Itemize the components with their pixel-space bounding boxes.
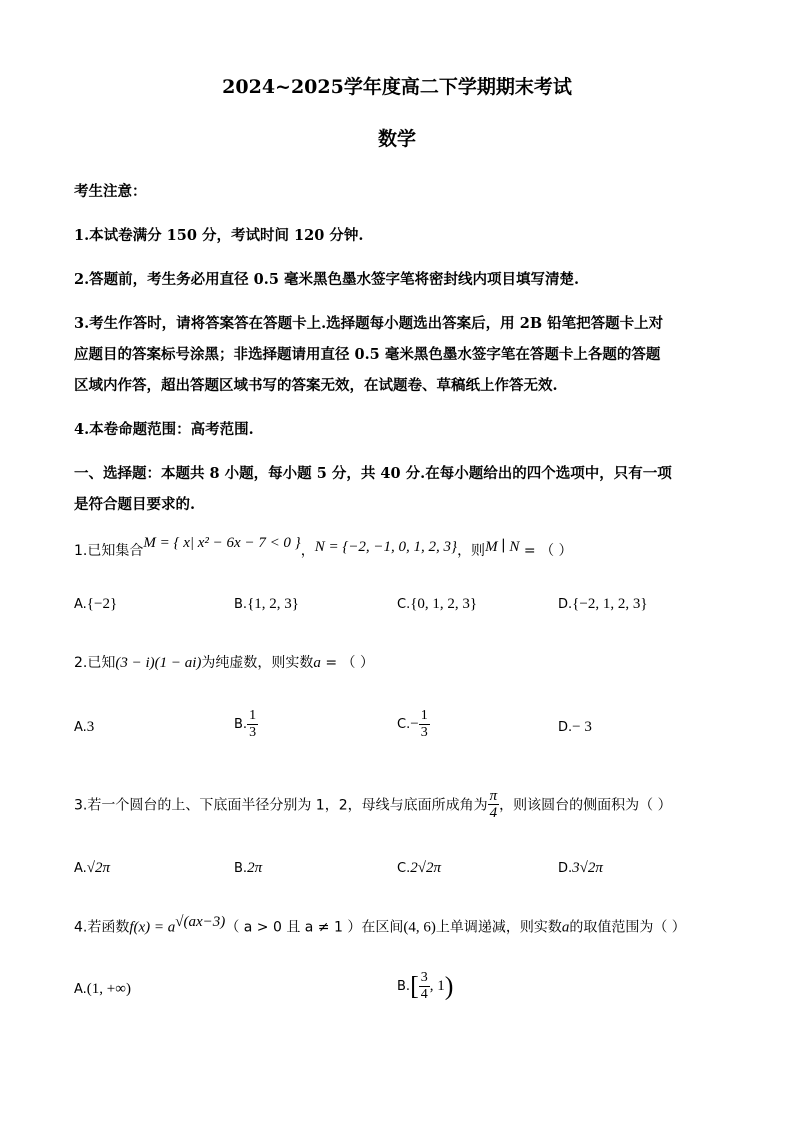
option-value: {−2} — [86, 596, 118, 612]
notice-item-4: 4.本卷命题范围：高考范围. — [74, 421, 254, 438]
question-3-prefix: 3.若一个圆台的上、下底面半径分别为 1，2，母线与底面所成角为 — [74, 797, 488, 814]
fraction-numerator: 3 — [420, 970, 428, 985]
question-1-prefix: 1.已知集合 — [74, 543, 144, 559]
section-1-line-2: 是符合题目要求的. — [74, 496, 196, 513]
option-value: 3√2π — [572, 860, 603, 876]
question-4-exponent: √(ax−3) — [175, 914, 226, 930]
question-2 — [74, 652, 374, 672]
fraction — [419, 970, 430, 1003]
fraction — [419, 708, 430, 741]
option-label: D. — [558, 861, 573, 876]
question-4-middle: 在区间 — [361, 919, 404, 936]
question-1-comma: ， — [300, 543, 315, 559]
question-2-option-a[interactable] — [74, 719, 94, 736]
question-1-suffix-pre: ，则 — [457, 543, 486, 559]
option-value: 2√2π — [410, 860, 441, 876]
notice-heading: 考生注意： — [74, 183, 147, 200]
question-3-option-b[interactable] — [234, 860, 262, 877]
option-sign: − — [410, 716, 419, 732]
fraction-numerator: 1 — [249, 708, 257, 723]
notice-item-2: 2.答题前，考生务必用直径 0.5 毫米黑色墨水签字笔将密封线内项目填写清楚. — [74, 271, 580, 288]
fraction — [247, 708, 258, 741]
question-2-prefix: 2.已知 — [74, 655, 116, 671]
question-3-option-c[interactable] — [397, 860, 441, 877]
question-2-option-b[interactable] — [234, 708, 258, 741]
option-value: {0, 1, 2, 3} — [410, 596, 478, 612]
question-2-middle: 为纯虚数，则实数 — [201, 655, 314, 671]
fraction-numerator: π — [489, 788, 498, 804]
notice-item-3-line-3: 区域内作答，超出答题区域书写的答案无效，在试题卷、草稿纸上作答无效. — [74, 377, 558, 394]
option-value: {−2, 1, 2, 3} — [572, 596, 648, 612]
option-label: C. — [397, 861, 411, 876]
option-label: A. — [74, 720, 87, 735]
option-label: B. — [397, 979, 411, 994]
question-1 — [74, 535, 573, 560]
question-1-set-n: N = {−2, −1, 0, 1, 2, 3} — [314, 539, 458, 555]
notice-item-1: 1.本试卷满分 150 分，考试时间 120 分钟. — [74, 227, 364, 244]
option-label: B. — [234, 861, 248, 876]
question-1-suffix: = （ ） — [519, 543, 573, 559]
question-4 — [74, 914, 686, 937]
option-rest: , 1 — [429, 978, 445, 994]
subject-title: 数学 — [377, 128, 416, 150]
question-4-option-b[interactable] — [397, 970, 453, 1003]
option-value: − 3 — [572, 719, 592, 735]
question-1-option-c[interactable] — [397, 596, 477, 613]
question-4-interval: (4, 6) — [403, 919, 436, 936]
question-2-option-c[interactable] — [397, 708, 430, 741]
question-2-suffix: = （ ） — [320, 655, 375, 671]
question-4-suffix: 的取值范围为（ ） — [569, 919, 686, 936]
question-3-option-a[interactable] — [74, 860, 110, 877]
option-label: C. — [397, 597, 411, 612]
question-3-suffix: ，则该圆台的侧面积为（ ） — [499, 797, 672, 814]
page-title: 2024~2025学年度高二下学期期末考试 — [222, 76, 572, 98]
option-label: C. — [397, 717, 411, 732]
question-2-expr: (3 − i)(1 − ai) — [115, 655, 202, 671]
option-value: √2π — [86, 860, 111, 876]
question-3-option-d[interactable] — [558, 860, 603, 877]
notice-item-3-line-2: 应题目的答案标号涂黑；非选择题请用直径 0.5 毫米黑色墨水签字笔在答题卡上各题的答题 — [74, 346, 661, 363]
question-4-middle-2: 上单调递减，则实数 — [435, 919, 562, 936]
question-4-function: f(x) = a — [129, 919, 176, 936]
section-1-line-1: 一、选择题：本题共 8 小题，每小题 5 分，共 40 分.在每小题给出的四个选项中，只有一项 — [74, 465, 672, 482]
question-3 — [74, 788, 672, 821]
notice-item-3-line-1: 3.考生作答时，请将答案答在答题卡上.选择题每小题选出答案后，用 2B 铅笔把答题卡上对 — [74, 315, 664, 332]
fraction-denominator: 3 — [249, 725, 257, 740]
question-1-option-d[interactable] — [558, 596, 648, 613]
question-4-var: a — [561, 919, 570, 936]
bracket-open: [ — [410, 971, 419, 1001]
question-1-option-b[interactable] — [234, 596, 299, 613]
option-value: 3 — [86, 719, 95, 735]
fraction-denominator: 3 — [420, 725, 428, 740]
option-label: B. — [234, 717, 248, 732]
option-value: {1, 2, 3} — [247, 596, 299, 612]
option-value: 2π — [247, 860, 263, 876]
question-1-expr: M ∣ N — [485, 539, 520, 555]
option-label: A. — [74, 597, 87, 612]
option-label: A. — [74, 982, 87, 997]
fraction-denominator: 4 — [420, 987, 428, 1002]
question-4-option-a[interactable] — [74, 981, 131, 998]
option-value: (1, +∞) — [86, 981, 131, 997]
fraction-denominator: 4 — [489, 805, 498, 821]
bracket-close: ) — [444, 971, 454, 1001]
question-1-set-m: M = { x| x² − 6x − 7 < 0 } — [143, 535, 301, 551]
option-label: D. — [558, 597, 573, 612]
option-label: A. — [74, 861, 87, 876]
question-1-option-a[interactable] — [74, 596, 117, 613]
question-4-prefix: 4.若函数 — [74, 919, 130, 936]
question-3-fraction — [488, 788, 500, 821]
fraction-numerator: 1 — [420, 708, 428, 723]
question-4-condition: （ a > 0 且 a ≠ 1 ） — [225, 919, 362, 936]
option-label: B. — [234, 597, 248, 612]
option-label: D. — [558, 720, 573, 735]
question-2-var: a — [313, 655, 321, 671]
question-2-option-d[interactable] — [558, 719, 592, 736]
